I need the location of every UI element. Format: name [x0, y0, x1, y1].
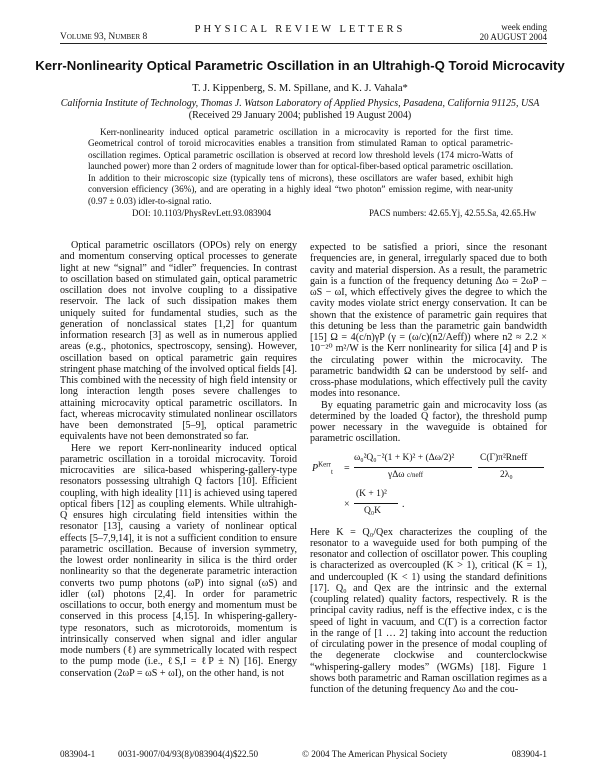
paragraph-2: Here we report Kerr-nonlinearity induced optical parametric oscillation in a toroidal microcavity. Toroid microcavities are silica-based whispering-gallery-type resonators possessing ultrahigh Q factors [10]. Efficient coupling, with high ideality [11] is achieved using tapered optical fibers [12] as coupling elements. While ultrahigh-Q ensures high circulating field intensities within the resonator [13], causing a variety of nonlinear optical effects [5–7,9,14], it is not a sufficient condition to ensure parametric oscillation. Because of inversion symmetry, the lowest order nonlinearity in silica is the third order nonlinearity so that the degenerate parametric interaction converts two pump photons (ωP) into signal (ωS) and idler (ωI) photons [2,4]. In order for parametric oscillations to occur, both energy and momentum must be conserved in this process [4,15]. In whispering-gallery-type resonators, such as microtoroids, momentum is intrinsically conserved when signal and idler angular mode numbers (ℓ) are symmetrically located with respect to the pump mode (i.e., ℓS,I = ℓP ± N) [16]. Energy conservation (2ωP = ωS + ωI), on the other hand, is not: [60, 442, 297, 679]
left-column: [60, 240, 297, 679]
eq-denominator-1: γΔω c/neff: [388, 469, 424, 480]
affiliation: California Institute of Technology, Thomas J. Watson Laboratory of Applied Physics, Pasadena, California 91125, USA: [60, 98, 540, 109]
eq-period: .: [402, 498, 405, 510]
paragraph-1: Optical parametric oscillators (OPOs) rely on energy and momentum conserving optical processes to generate light at new “signal” and “idler” frequencies. In contrast to oscillation based on stimulated gain, optical parametric oscillation does not involve coupling to a dissipative reservoir. The lack of such dissipation makes them uniquely suited for fundamental studies, such as the generation of nonclassical states [1,2] for quantum information research [3] as well as in numerous applied areas (e.g., photonics, spectroscopy, sensing). However, oscillation based on optical parametric gain requires stringent phase matching of the involved optical fields [4]. This combined with the necessity of high field intensity or long interaction length poses severe challenges to attaining microcavity optical parametric oscillators. In fact, whereas microcavity stimulated nonlinear oscillators have been demonstrated [5–9], optical parametric equivalents have not been demonstrated so far.: [60, 240, 297, 443]
eq-numerator-1: ω₀²Q₀⁻²(1 + K)² + (Δω/2)²: [354, 452, 455, 463]
article-code: 0031-9007/04/93(8)/083904(4)$22.50: [118, 749, 259, 759]
threshold-equation: [310, 449, 547, 523]
eq-numerator-2: C(Γ)π²Rneff: [480, 452, 528, 463]
issue-date: [480, 22, 547, 42]
author-list: T. J. Kippenberg, S. M. Spillane, and K. J. Vahala*: [192, 83, 408, 94]
eq-lhs: $P^{Kerr}_t$: [312, 460, 333, 476]
paragraph-4: By equating parametric gain and microcavity loss (as determined by the loaded Q factor), the threshold pump power necessary in the waveguide is obtained for parametric oscillation.: [310, 399, 547, 445]
date-label: 20 AUGUST 2004: [479, 32, 547, 42]
journal-name: PHYSICAL REVIEW LETTERS: [194, 24, 406, 35]
abstract: Kerr-nonlinearity induced optical parametric oscillation in a microcavity is reported for the first time. Geometrical control of toroid microcavities enables a transition from stimulated Raman to optical parametric-oscillation regimes. Optical parametric oscillation is observed at record low threshold levels (174 micro-Watts of launched power) more than 2 orders of magnitude lower than for optical-fiber-based optical parametric oscillation. In addition to their microscopic size (typically tens of microns), these oscillators are wafer based, exhibit high conversion efficiency (36%), and are operating in a highly ideal “two photon” emission regime, with near-unity (0.97 ± 0.03) idler-to-signal ratio.: [88, 127, 513, 206]
eq-times: ×: [344, 498, 350, 510]
received-dates: (Received 29 January 2004; published 19 August 2004): [188, 110, 412, 121]
copyright: © 2004 The American Physical Society: [302, 749, 448, 759]
pacs-numbers: PACS numbers: 42.65.Yj, 42.55.Sa, 42.65.Hw: [369, 208, 537, 218]
page-number-left: 083904-1: [60, 749, 96, 759]
right-column: [310, 242, 547, 695]
paragraph-5: Here K = Q₀/Qex characterizes the coupling of the resonator to a waveguide used for both pumping of the resonator and collection of oscillator power. This coupling is characterized as overcoupled (K > 1), critical (K = 1), and undercoupled (K < 1) using the standard definitions [17]. Q₀ and Qex are the intrinsic and the external (coupling related) quality factors, respectively. R is the principal cavity radius, neff is the effective index, c is the speed of light in vacuum, and C(Γ) is a correction factor in the range of [1 … 2] taking into account the reduction of circulating power in the presence of modal coupling of the degenerate clockwise and counterclockwise “whispering-gallery modes” (WGMs) [18]. Figure 1 shows both parametric and Raman oscillation regimes as a function of the detuning frequency Δω and the cou-: [310, 526, 547, 695]
paragraph-3: expected to be satisfied a priori, since the resonant frequencies are, in general, irregularly spaced due to both cavity and material dispersion. As a result, the parametric gain is a function of the frequency detuning Δω = 2ωP − ωS − ωI, which effectively gives the degree to which the cavity modes violate strict energy conservation. It can be shown that the existence of parametric gain requires that this detuning be less than the parametric gain bandwidth [15] Ω = 4(c/n)γP (γ = (ω/c)(n2/Aeff)) where n2 ≈ 2.2 × 10⁻²⁰ m²/W is the Kerr nonlinearity for silica [4] and P is the circulating power within the microcavity. The parametric bandwidth Ω can be understood by self- and cross-phase modulations, which effectively pull the cavity modes into resonance.: [310, 242, 547, 400]
volume-label: Volume 93, Number 8: [60, 32, 148, 42]
header-rule: [60, 43, 547, 44]
paper-title: Kerr-Nonlinearity Optical Parametric Oscillation in an Ultrahigh-Q Toroid Microcavity: [35, 58, 565, 73]
page-number-right: 083904-1: [511, 749, 547, 759]
eq-denominator-2: 2λ₀: [500, 469, 513, 480]
eq-numerator-3: (K + 1)²: [356, 488, 387, 499]
week-label: week ending: [501, 22, 547, 32]
eq-equals: =: [344, 462, 350, 474]
doi: DOI: 10.1103/PhysRevLett.93.083904: [132, 208, 272, 218]
eq-denominator-3: Q₀K: [364, 505, 382, 516]
